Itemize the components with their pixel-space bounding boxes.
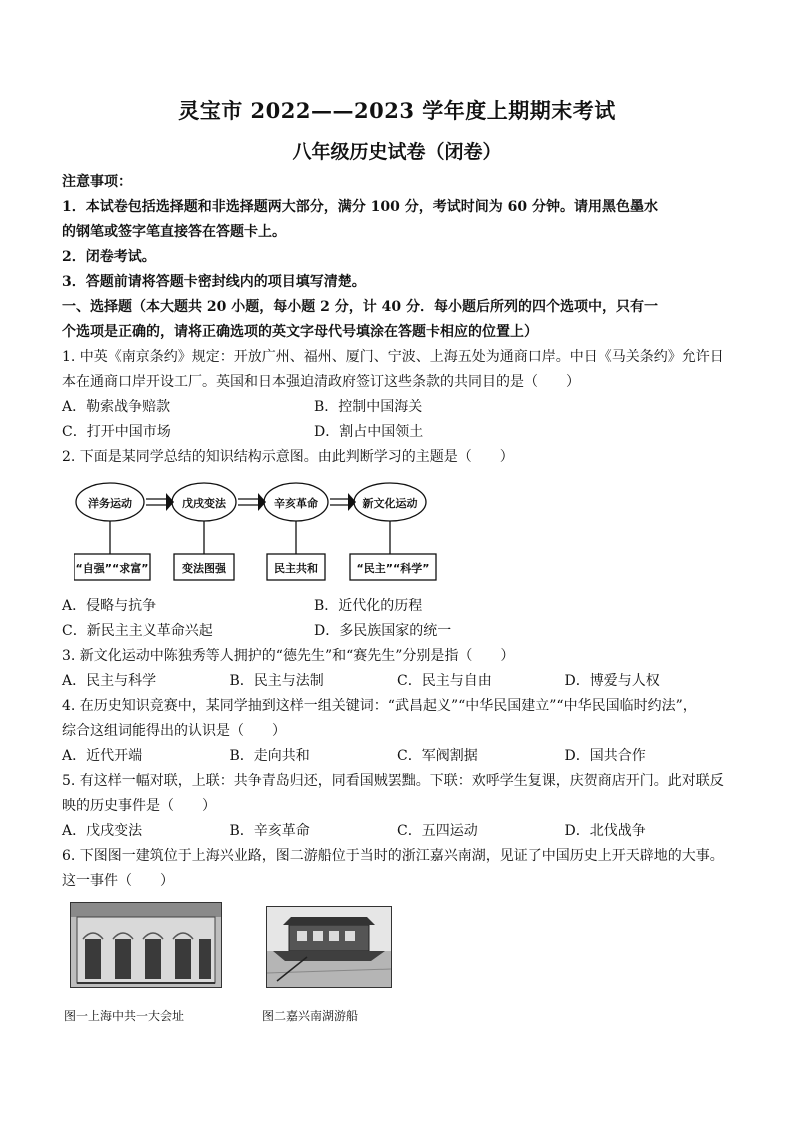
q3-option-d[interactable]: D．博爱与人权 <box>564 673 660 689</box>
diagram-box-minzhu-gonghe: 民主共和 <box>274 562 318 575</box>
section1-heading-b: 个选项是正确的，请将正确选项的英文字母代号填涂在答题卡相应的位置上） <box>62 324 538 340</box>
boat-illustration <box>267 907 391 987</box>
exam-title: 灵宝市 2022——2023 学年度上期期末考试 <box>178 98 616 123</box>
caption-figure-2: 图二嘉兴南湖游船 <box>262 1009 359 1023</box>
q5-options <box>62 819 732 844</box>
q2-option-c[interactable]: C．新民主主义革命兴起 <box>62 623 213 639</box>
q1-options-row1 <box>62 395 732 420</box>
q1-stem-b: 本在通商口岸开设工厂。英国和日本强迫清政府签订这些条款的共同目的是（ ） <box>62 374 580 390</box>
q1-options-row2 <box>62 420 732 445</box>
q2-options-row2 <box>62 619 732 644</box>
q5-stem-b: 映的历史事件是（ ） <box>62 798 216 814</box>
q5-stem-a: 5. 有这样一幅对联，上联：共争青岛归还，同看国贼罢黜。下联：欢呼学生复课，庆贺商店开门。此对联反 <box>62 773 724 789</box>
q2-option-b[interactable]: B．近代化的历程 <box>314 598 423 614</box>
q5-option-c[interactable]: C．五四运动 <box>397 823 478 839</box>
note-1-line-b: 的钢笔或签字笔直接答在答题卡上。 <box>62 224 286 240</box>
q3-option-b[interactable]: B．民主与法制 <box>229 673 324 689</box>
q5-option-a[interactable]: A．戊戌变法 <box>62 823 143 839</box>
diagram-box-ziqiang: “自强”“求富” <box>75 562 149 575</box>
q5-option-d[interactable]: D．北伐战争 <box>564 823 646 839</box>
q4-options <box>62 744 732 769</box>
diagram-node-yangwu: 洋务运动 <box>88 497 132 510</box>
q1-stem-a: 1. 中英《南京条约》规定：开放广州、福州、厦门、宁波、上海五处为通商口岸。中日《马关条约》允许日 <box>62 349 724 365</box>
q6-stem-a: 6. 下图图一建筑位于上海兴业路，图二游船位于当时的浙江嘉兴南湖，见证了中国历史上开天辟地的大事。 <box>62 848 724 864</box>
q2-stem: 2. 下面是某同学总结的知识结构示意图。由此判断学习的主题是（ ） <box>62 449 514 465</box>
q1-option-c[interactable]: C．打开中国市场 <box>62 424 171 440</box>
knowledge-structure-diagram <box>74 476 474 588</box>
note-3: 3．答题前请将答题卡密封线内的项目填写清楚。 <box>62 274 366 290</box>
diagram-box-bianfa: 变法图强 <box>182 562 226 575</box>
q4-stem-b: 综合这组词能得出的认识是（ ） <box>62 723 286 739</box>
note-2: 2．闭卷考试。 <box>62 249 156 265</box>
building-illustration <box>71 903 221 987</box>
photo-south-lake-boat <box>266 906 392 988</box>
photo-congress-site <box>70 902 222 988</box>
q1-option-b[interactable]: B．控制中国海关 <box>314 399 423 415</box>
notes-heading: 注意事项： <box>62 174 132 190</box>
q1-option-a[interactable]: A．勒索战争赔款 <box>62 399 171 415</box>
q3-stem: 3. 新文化运动中陈独秀等人拥护的“德先生”和“赛先生”分别是指（ ） <box>62 648 515 664</box>
q2-option-d[interactable]: D．多民族国家的统一 <box>314 623 452 639</box>
q6-stem-b: 这一事件（ ） <box>62 873 174 889</box>
q3-options <box>62 669 732 694</box>
q2-option-a[interactable]: A．侵略与抗争 <box>62 598 157 614</box>
diagram-box-minzhu-kexue: “民主”“科学” <box>356 562 430 575</box>
diagram-node-xinhai: 辛亥革命 <box>274 497 318 510</box>
exam-subtitle: 八年级历史试卷（闭卷） <box>292 141 502 163</box>
section1-heading-a: 一、选择题（本大题共 20 小题，每小题 2 分，计 40 分．每小题后所列的四个选项中，只有一 <box>62 299 658 315</box>
q5-option-b[interactable]: B．辛亥革命 <box>229 823 310 839</box>
caption-figure-1: 图一上海中共一大会址 <box>64 1009 185 1023</box>
diagram-node-xinwenhua: 新文化运动 <box>362 497 418 510</box>
q4-option-d[interactable]: D．国共合作 <box>564 748 646 764</box>
q3-option-c[interactable]: C．民主与自由 <box>397 673 492 689</box>
q4-option-c[interactable]: C．军阀割据 <box>397 748 478 764</box>
q6-photos <box>62 902 732 1032</box>
exam-content <box>62 170 732 1032</box>
note-1-line-a: 1．本试卷包括选择题和非选择题两大部分，满分 100 分，考试时间为 60 分钟。请用黑色墨水 <box>62 199 658 215</box>
q4-option-a[interactable]: A．近代开端 <box>62 748 143 764</box>
q3-option-a[interactable]: A．民主与科学 <box>62 673 157 689</box>
q1-option-d[interactable]: D．割占中国领土 <box>314 424 424 440</box>
q4-option-b[interactable]: B．走向共和 <box>229 748 310 764</box>
diagram-node-wuxu: 戊戌变法 <box>182 497 226 510</box>
q2-options-row1 <box>62 594 732 619</box>
q4-stem-a: 4. 在历史知识竞赛中，某同学抽到这样一组关键词：“武昌起义”“中华民国建立”“中华民国临时约法”， <box>62 698 697 714</box>
